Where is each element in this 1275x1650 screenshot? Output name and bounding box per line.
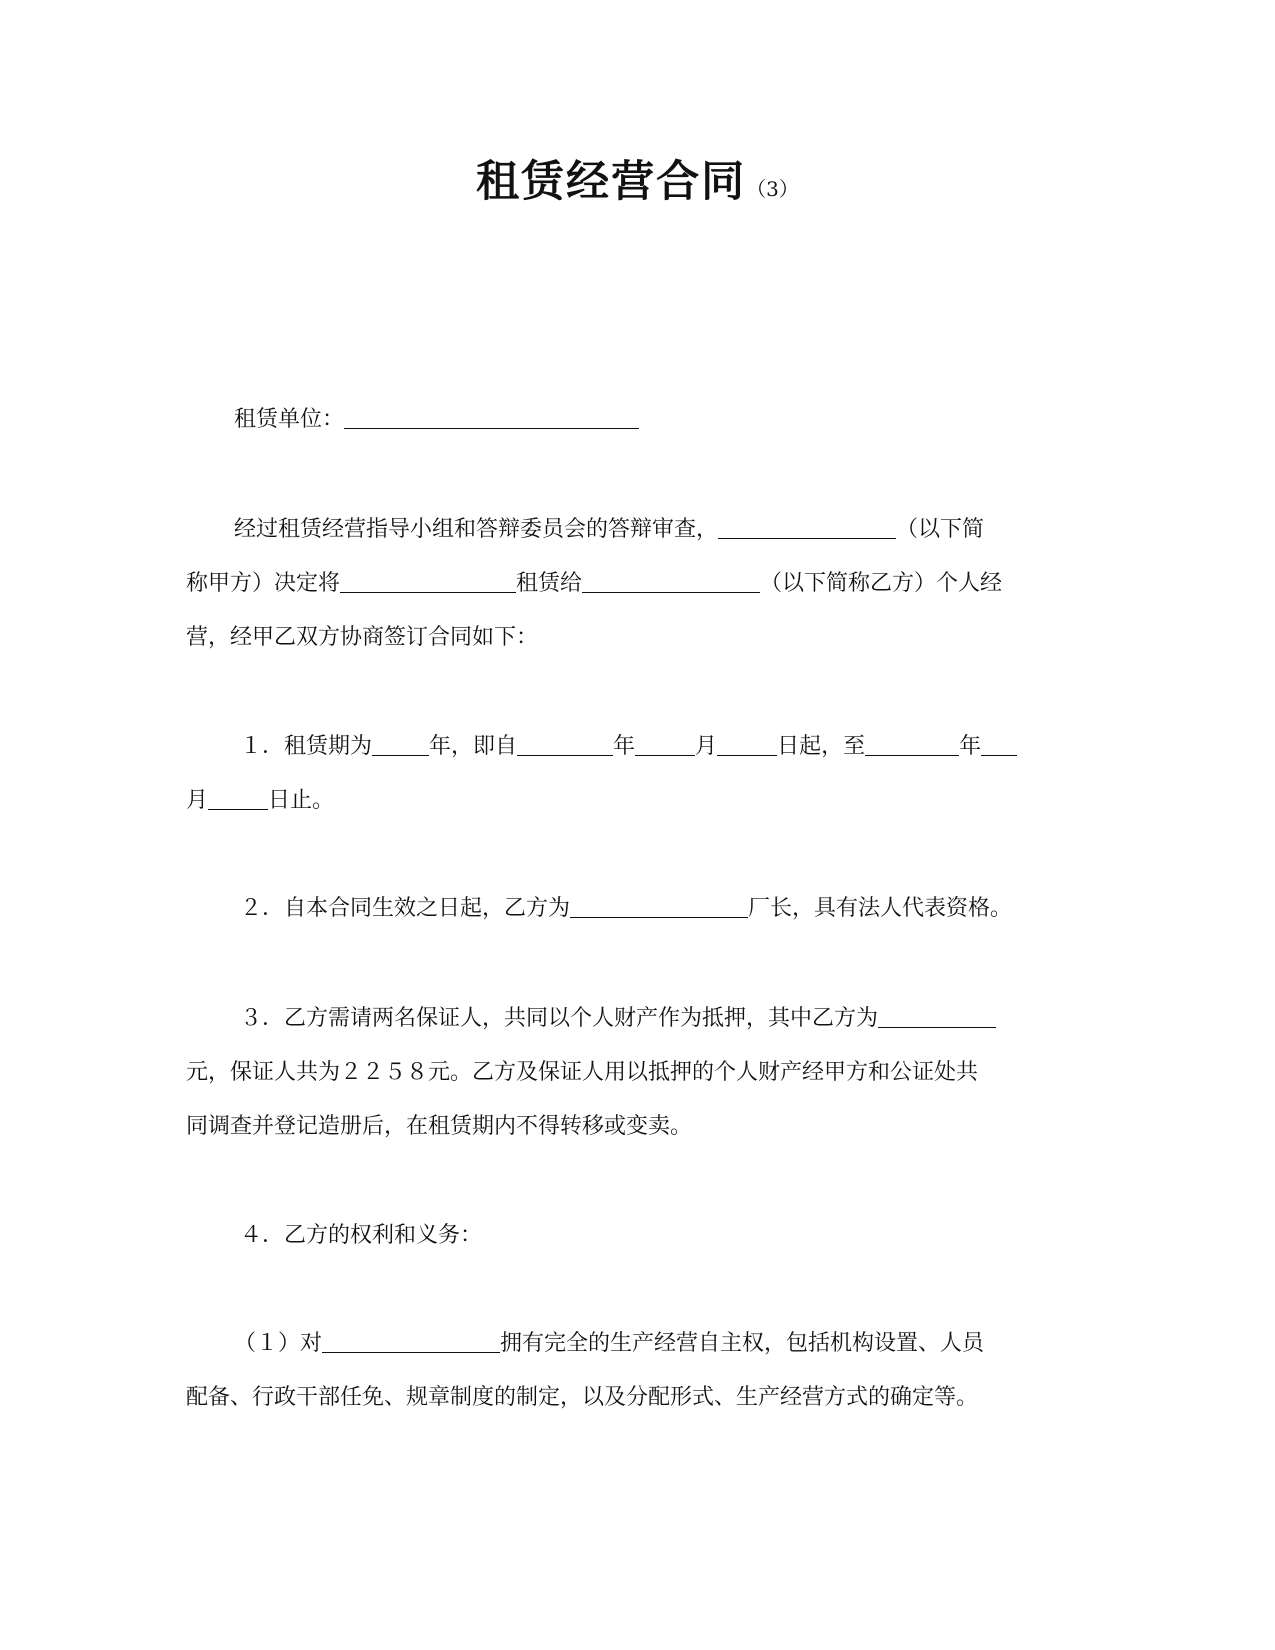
clause-4-1-line [234,1329,984,1359]
paragraph-line [186,1058,978,1088]
blank-field [372,733,429,756]
paragraph-line [186,786,334,816]
clause-2-line [240,894,1012,924]
text-segment: 年 [959,734,982,759]
paragraph-line [186,1383,978,1413]
blank-field [517,733,613,756]
lessee-unit-label: 租赁单位： [234,407,345,432]
text-segment: （以下简 [896,517,985,542]
blank-field [865,733,959,756]
blank-field [340,570,516,593]
text-segment: 厂长，具有法人代表资格。 [748,896,1013,921]
title-text: 租赁经营合同 [476,157,747,207]
text-segment: 营，经甲乙双方协商签订合同如下： [186,625,539,650]
blank-field [981,733,1017,756]
text-segment: 年，即自 [429,734,518,759]
blank-field [208,787,268,810]
text-segment: 经过租赁经营指导小组和答辩委员会的答辩审查， [234,517,719,542]
text-segment: 拥有完全的生产经营自主权，包括机构设置、人员 [500,1331,985,1356]
text-segment: ２．自本合同生效之日起，乙方为 [240,896,571,921]
title-suffix: （3） [746,177,799,201]
blank-field [717,733,777,756]
text-segment: 配备、行政干部任免、规章制度的制定，以及分配形式、生产经营方式的确定等。 [186,1385,979,1410]
blank-field [582,570,760,593]
text-segment: （以下简称乙方）个人经 [760,571,1003,596]
text-segment: 月 [186,788,209,813]
clause-4-line [240,1221,482,1251]
text-segment: 元，保证人共为２２５８元。乙方及保证人用以抵押的个人财产经甲方和公证处共 [186,1060,979,1085]
blank-field [635,733,695,756]
blank-field [322,1330,500,1353]
blank-field [344,406,639,429]
text-segment: ３．乙方需请两名保证人，共同以个人财产作为抵押，其中乙方为 [240,1006,879,1031]
paragraph-line [186,1112,692,1142]
text-segment: 年 [613,734,636,759]
paragraph-line [186,623,538,653]
paragraph-line [186,569,1002,599]
text-segment: 月 [695,734,718,759]
text-segment: １．租赁期为 [240,734,373,759]
text-segment: 称甲方）决定将 [186,571,341,596]
clause-1-line [240,732,1017,762]
clause-3-line [240,1004,996,1034]
text-segment: 日起，至 [777,734,866,759]
text-segment: ４．乙方的权利和义务： [240,1223,483,1248]
lessee-unit-line [234,405,639,435]
text-segment: 日止。 [268,788,335,813]
document-title [0,148,1275,209]
text-segment: 同调查并登记造册后，在租赁期内不得转移或变卖。 [186,1114,693,1139]
blank-field [570,895,748,918]
text-segment: 租赁给 [516,571,583,596]
paragraph-line [234,515,984,545]
blank-field [878,1005,996,1028]
blank-field [718,516,896,539]
text-segment: （１）对 [234,1331,323,1356]
